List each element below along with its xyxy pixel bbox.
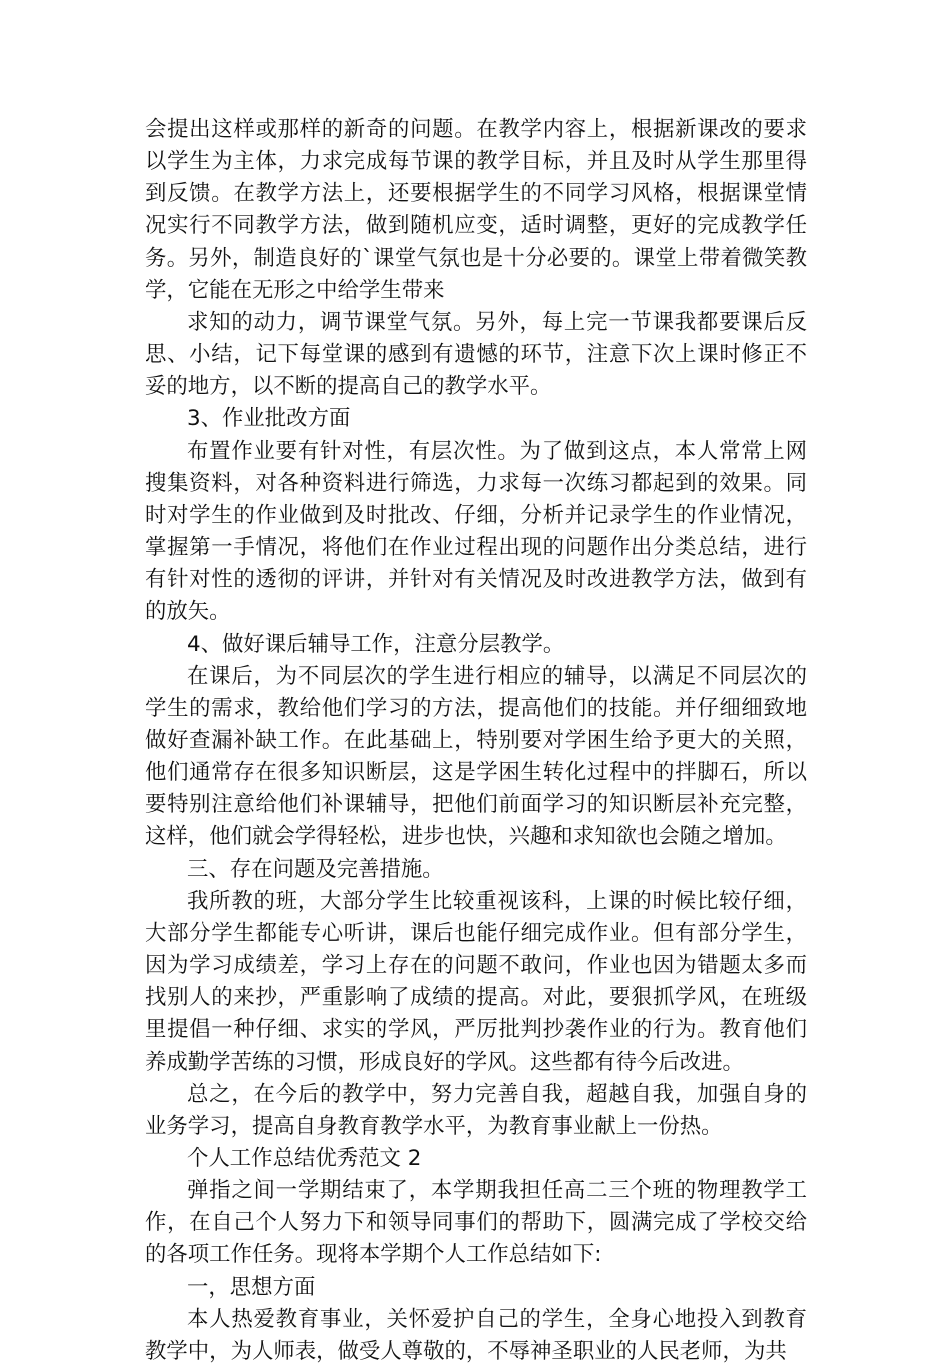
document-body xyxy=(145,114,807,1368)
paragraph: 求知的动力，调节课堂气氛。另外，每上完一节课我都要课后反思、小结，记下每堂课的感到有遗憾的环节，注意下次上课时修正不妥的地方，以不断的提高自己的教学水平。 xyxy=(145,309,807,400)
paragraph: 会提出这样或那样的新奇的问题。在教学内容上，根据新课改的要求以学生为主体，力求完成每节课的教学目标，并且及时从学生那里得到反馈。在教学方法上，还要根据学生的不同学习风格，根据课堂情况实行不同教学方法，做到随机应变，适时调整，更好的完成教学任务。另外，制造良好的`课堂气氛也是十分必要的。课堂上带着微笑教学，它能在无形之中给学生带来 xyxy=(145,117,807,303)
paragraph: 总之，在今后的教学中，努力完善自我，超越自我，加强自身的业务学习，提高自身教育教学水平，为教育事业献上一份热。 xyxy=(145,1081,807,1139)
paragraph: 在课后，为不同层次的学生进行相应的辅导，以满足不同层次的学生的需求，教给他们学习的方法，提高他们的技能。并仔细细致地做好查漏补缺工作。在此基础上，特别要对学困生给予更大的关照，他们通常存在很多知识断层，这是学困生转化过程中的拌脚石，所以要特别注意给他们补课辅导，把他们前面学习的知识断层补充完整，这样，他们就会学得轻松，进步也快，兴趣和求知欲也会随之增加。 xyxy=(145,663,807,850)
paragraph: 我所教的班，大部分学生比较重视该科，上课的时候比较仔细，大部分学生都能专心听讲，课后也能仔细完成作业。但有部分学生，因为学习成绩差，学习上存在的问题不敢问，作业也因为错题太多而找别人的来抄，严重影响了成绩的提高。对此，要狠抓学风，在班级里提倡一种仔细、求实的学风，严厉批判抄袭作业的行为。教育他们养成勤学苦练的习惯，形成良好的学风。这些都有待今后改进。 xyxy=(145,888,807,1075)
paragraph: 本人热爱教育事业，关怀爱护自己的学生，全身心地投入到教育教学中，为人师表，做受人尊敬的，不辱神圣职业的人民老师，为共 xyxy=(145,1306,807,1364)
section-heading: 4、做好课后辅导工作，注意分层教学。 xyxy=(187,631,565,657)
section-heading: 三、存在问题及完善措施。 xyxy=(187,856,444,882)
paragraph: 布置作业要有针对性，有层次性。为了做到这点，本人常常上网搜集资料，对各种资料进行筛选，力求每一次练习都起到的效果。同时对学生的作业做到及时批改、仔细，分析并记录学生的作业情况，掌握第一手情况，将他们在作业过程出现的问题作出分类总结，进行有针对性的透彻的评讲，并针对有关情况及时改进教学方法，做到有的放矢。 xyxy=(145,438,807,625)
section-heading: 一，思想方面 xyxy=(187,1274,316,1300)
article-title: 个人工作总结优秀范文 2 xyxy=(187,1146,422,1171)
paragraph: 弹指之间一学期结束了，本学期我担任高二三个班的物理教学工作，在自己个人努力下和领导同事们的帮助下，圆满完成了学校交给的各项工作任务。现将本学期个人工作总结如下: xyxy=(145,1178,807,1268)
section-heading: 3、作业批改方面 xyxy=(187,406,351,432)
